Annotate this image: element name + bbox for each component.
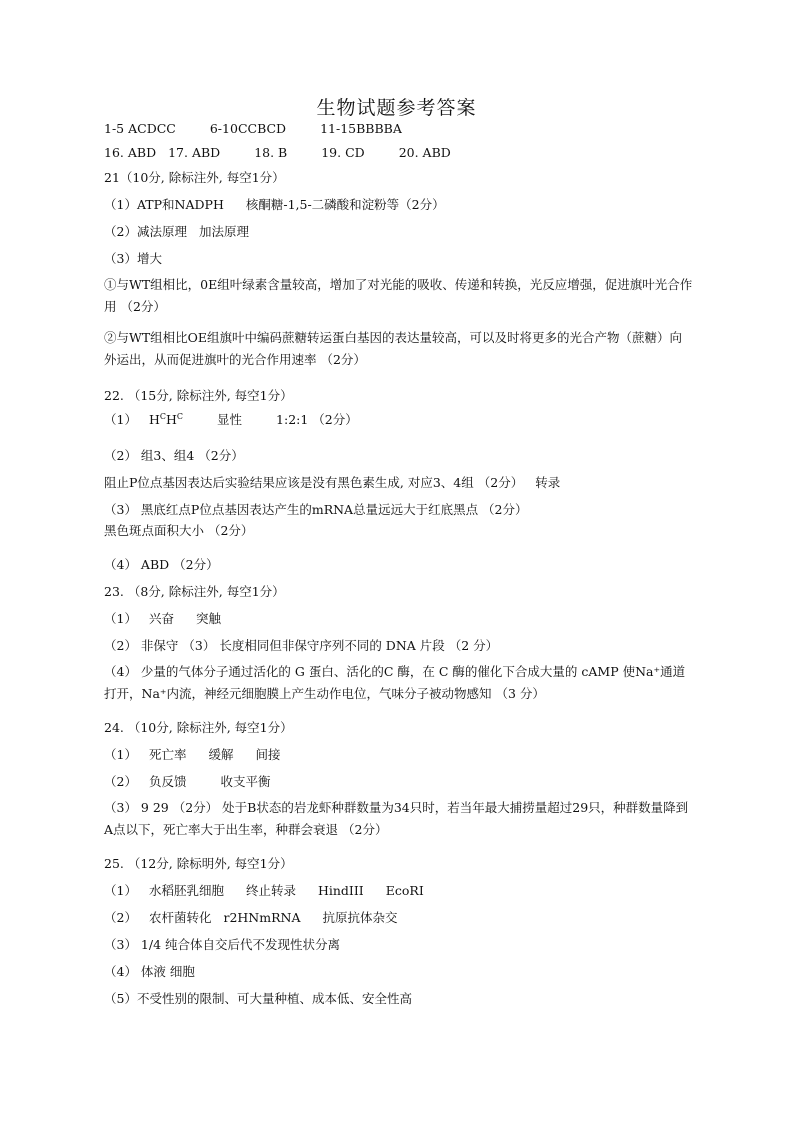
q24-answer-1: （1） 死亡率 缓解 间接: [104, 747, 281, 762]
q24-answer-3: （3） 9 29 （2分） 处于B状态的岩龙虾种群数量为34只时，若当年最大捕捞量超过29只，种群数量降到A点以下，死亡率大于出生率，种群会衰退 （2分）: [104, 800, 689, 837]
mc-answers-row-1: [104, 121, 402, 137]
q22-answer-3: （3） 黑底红点P位点基因表达产生的mRNA总量远远大于红底黑点 （2分）: [104, 502, 528, 517]
mc-answer-group: 1-5 ACDCC: [104, 121, 176, 136]
mc-answer-group: 6-10CCBCD: [209, 121, 287, 136]
q23-answer-1: （1） 兴奋 突触: [104, 611, 221, 626]
q21-point-2: ②与WT组相比OE组旗叶中编码蔗糖转运蛋白基因的表达量较高，可以及时将更多的光合产物（蔗糖）向外运出，从而促进旗叶的光合作用速率 （2分）: [104, 330, 683, 367]
mc-answers-row-2: [104, 145, 451, 161]
q22-answer-2-extra: 阻止P位点基因表达后实验结果应该是没有黑色素生成, 对应3、4组 （2分） 转录: [104, 475, 561, 490]
q22-header: 22. （15分, 除标注外, 每空1分）: [104, 388, 293, 403]
mc-answer: 20. ABD: [398, 145, 451, 160]
q25-answer-3: （3） 1/4 纯合体自交后代不发现性状分离: [104, 937, 341, 952]
genotype: $H^CH^C$: [148, 412, 184, 427]
q25-answer-5: （5）不受性别的限制、可大量种植、成本低、安全性高: [104, 991, 412, 1006]
q23-answer-2-3: （2） 非保守 （3） 长度相同但非保守序列不同的 DNA 片段 （2 分）: [104, 638, 499, 653]
q23-answer-4: （4） 少量的气体分子通过活化的 G 蛋白、活化的C 酶，在 C 酶的催化下合成大量的 cAMP 使Na⁺通道打开，Na⁺内流，神经元细胞膜上产生动作电位，气味分子被动物感知 （3 分）: [104, 664, 686, 701]
q21-answer-2: （2）减法原理 加法原理: [104, 224, 249, 239]
q21-header: 21（10分, 除标注外, 每空1分）: [104, 170, 285, 185]
q21-point-1: ①与WT组相比，0E组叶绿素含量较高，增加了对光能的吸收、传递和转换，光反应增强，促进旗叶光合作用 （2分）: [104, 277, 693, 314]
q22-answer-3-extra: 黑色斑点面积大小 （2分）: [104, 523, 254, 538]
q25-answer-2: （2） 农杆菌转化 r2HNmRNA 抗原抗体杂交: [104, 910, 398, 925]
q22-answer-2: （2） 组3、组4 （2分）: [104, 448, 244, 463]
q24-header: 24. （10分, 除标注外, 每空1分）: [104, 720, 293, 735]
q25-answer-1: （1） 水稻胚乳细胞 终止转录 HindIII EcoRI: [104, 883, 424, 898]
q24-answer-2: （2） 负反馈 收支平衡: [104, 774, 271, 789]
q25-answer-4: （4） 体液 细胞: [104, 964, 195, 979]
mc-answer-group: 11-15BBBBA: [320, 121, 402, 136]
page-title: 生物试题参考答案: [316, 97, 477, 119]
q21-answer-1: （1）ATP和NADPH 核酮糖-1,5-二磷酸和淀粉等（2分）: [104, 197, 445, 212]
q22-answer-1: （1） $H^CH^C$ 显性 1:2:1 （2分）: [104, 412, 358, 427]
q21-answer-3: （3）增大: [104, 251, 162, 266]
mc-answer: 18. B: [254, 145, 288, 160]
mc-answer: 17. ABD: [168, 145, 221, 160]
mc-answer: 16. ABD: [104, 145, 157, 160]
q22-answer-4: （4） ABD （2分）: [104, 557, 219, 572]
mc-answer: 19. CD: [321, 145, 365, 160]
q25-header: 25. （12分, 除标明外, 每空1分）: [104, 856, 293, 871]
q23-header: 23. （8分, 除标注外, 每空1分）: [104, 584, 285, 599]
